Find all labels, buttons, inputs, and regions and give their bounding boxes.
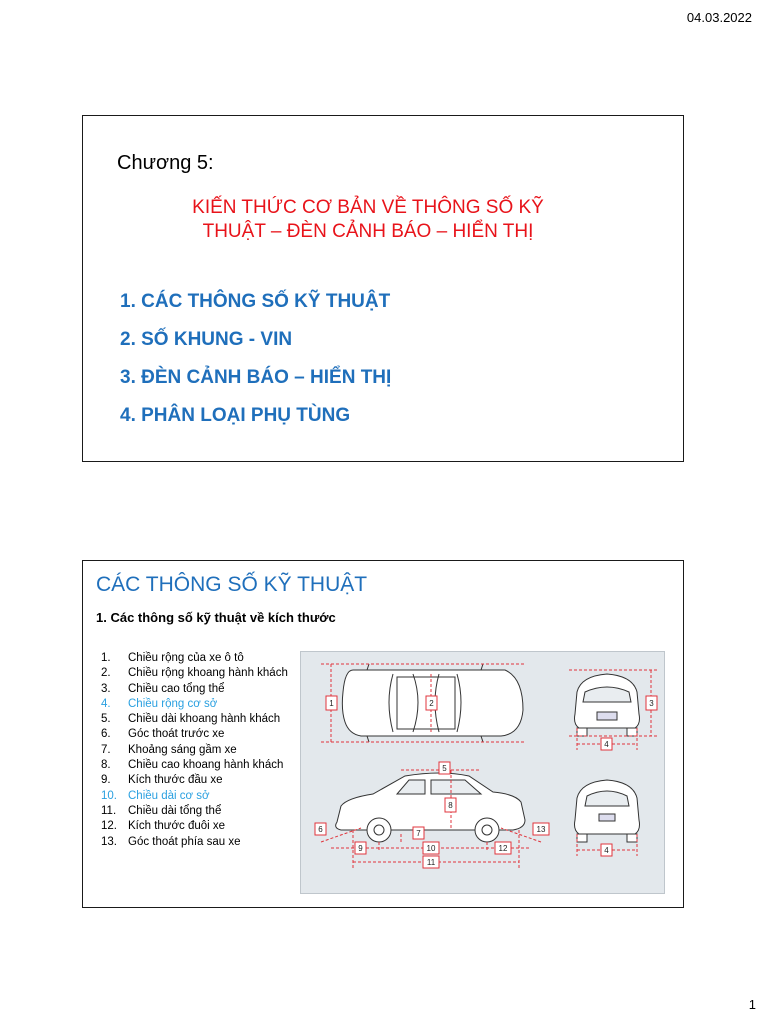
dim-label-8-text: 8	[448, 801, 453, 810]
list-item: 5. Chiều dài khoang hành khách	[101, 713, 281, 726]
car-front-view	[575, 674, 640, 736]
toc-item: 1. CÁC THÔNG SỐ KỸ THUẬT	[120, 291, 391, 312]
dim-label-1-text: 1	[329, 699, 334, 708]
spec-list	[97, 651, 288, 850]
list-item: 6. Góc thoát trước xe	[101, 728, 225, 741]
dim-label-4b-text: 4	[604, 846, 609, 855]
toc-item: 2. SỐ KHUNG - VIN	[120, 329, 293, 350]
dim-label-3-text: 3	[649, 699, 654, 708]
dim-label-9-text: 9	[358, 844, 363, 853]
list-item: 8. Chiều cao khoang hành khách	[101, 759, 284, 772]
page-date: 04.03.2022	[686, 10, 752, 25]
dim-label-12-text: 12	[498, 844, 508, 853]
list-item: 7. Khoảng sáng gầm xe	[101, 743, 237, 756]
list-item: 1. Chiều rộng của xe ô tô	[101, 652, 244, 664]
slide-chapter-title	[82, 115, 684, 462]
chapter-title-line2: THUẬT – ĐÈN CẢNH BÁO – HIỂN THỊ	[202, 221, 534, 242]
list-item: 13. Góc thoát phía sau xe	[101, 835, 241, 848]
car-side-view	[336, 773, 525, 842]
dim-label-7-text: 7	[416, 829, 421, 838]
chapter-title-line1: KIẾN THỨC CƠ BẢN VỀ THÔNG SỐ KỸ	[192, 197, 544, 218]
dim-label-11-text: 11	[426, 858, 436, 867]
slide-heading: CÁC THÔNG SỐ KỸ THUẬT	[96, 573, 368, 596]
dim-label-6-text: 6	[318, 825, 323, 834]
toc-item: 3. ĐÈN CẢNH BÁO – HIỂN THỊ	[120, 367, 392, 388]
dim-label-10-text: 10	[426, 844, 436, 853]
car-rear-view	[575, 780, 640, 842]
dim-label-5-text: 5	[442, 764, 447, 773]
slide-subheading: 1. Các thông số kỹ thuật về kích thước	[96, 610, 336, 625]
chapter-title	[133, 196, 603, 244]
slide-technical-specs	[82, 560, 684, 908]
list-item: 12. Kích thước đuôi xe	[101, 820, 226, 833]
list-item-highlighted: 10. Chiều dài cơ sở	[101, 789, 210, 802]
list-item: 2. Chiều rộng khoang hành khách	[101, 667, 288, 680]
chapter-label: Chương 5:	[117, 152, 214, 174]
list-item: 3. Chiều cao tổng thể	[101, 682, 225, 695]
page-number: 1	[748, 997, 756, 1012]
list-item: 9. Kích thước đầu xe	[101, 774, 223, 787]
dim-label-4a-text: 4	[604, 740, 609, 749]
dim-label-2-text: 2	[429, 699, 434, 708]
toc-item: 4. PHÂN LOẠI PHỤ TÙNG	[120, 405, 351, 426]
car-dimensions-diagram	[300, 651, 665, 894]
list-item: 11. Chiều dài tổng thể	[101, 804, 222, 817]
list-item-highlighted: 4. Chiều rộng cơ sở	[101, 697, 218, 710]
table-of-contents	[120, 291, 391, 443]
dim-label-13-text: 13	[536, 825, 546, 834]
